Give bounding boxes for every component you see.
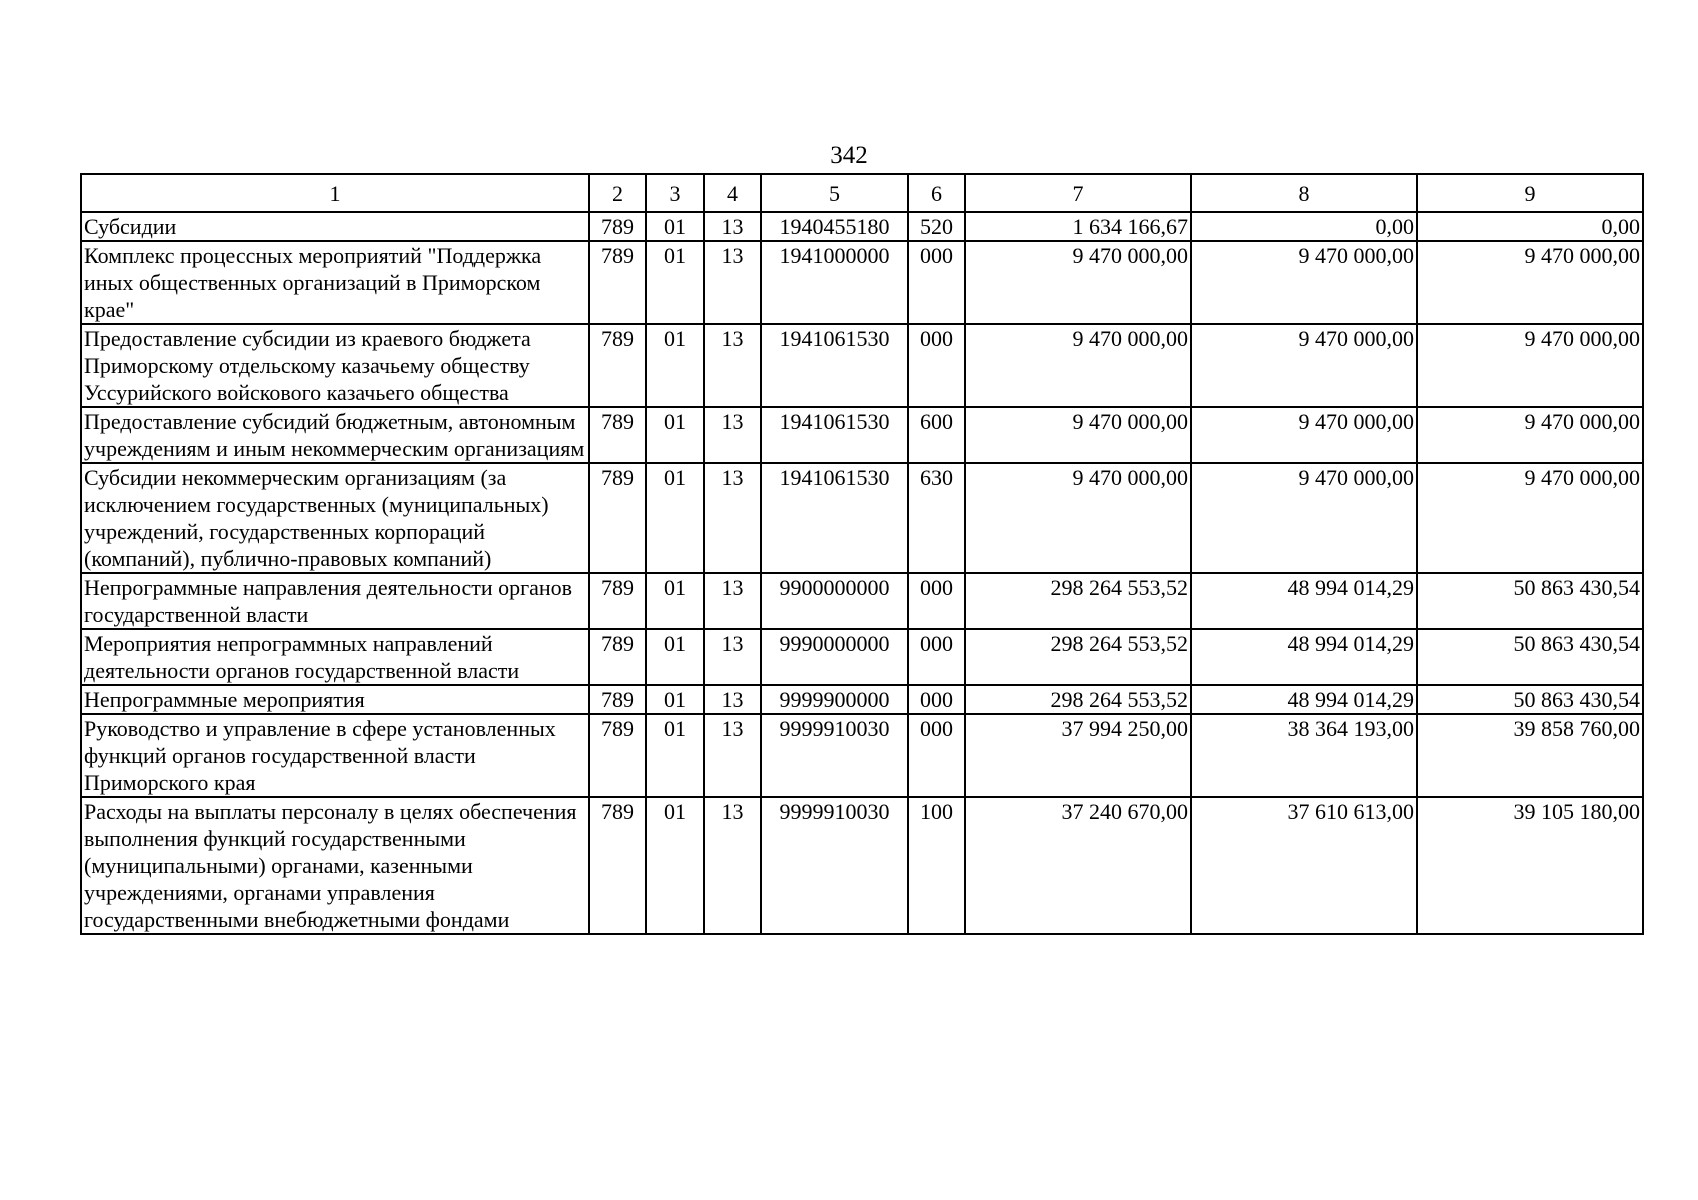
row-code-3: 01 [646, 407, 704, 463]
column-header-7: 7 [965, 174, 1191, 212]
row-code-3: 01 [646, 685, 704, 714]
page-number: 342 [830, 142, 868, 169]
row-code-4: 13 [704, 407, 761, 463]
row-amount-8: 48 994 014,29 [1191, 573, 1417, 629]
row-code-3: 01 [646, 324, 704, 407]
row-name: Субсидии [81, 212, 589, 241]
row-name: Комплекс процессных мероприятий "Поддержка иных общественных организаций в Приморском крае" [81, 241, 589, 324]
row-code-3: 01 [646, 629, 704, 685]
row-code-4: 13 [704, 324, 761, 407]
row-code-5: 1941000000 [761, 241, 908, 324]
table-row [81, 714, 1643, 797]
row-code-2: 789 [589, 407, 646, 463]
row-amount-8: 37 610 613,00 [1191, 797, 1417, 934]
row-amount-8: 9 470 000,00 [1191, 241, 1417, 324]
row-code-6: 000 [908, 324, 965, 407]
row-code-4: 13 [704, 629, 761, 685]
table-row [81, 629, 1643, 685]
row-code-5: 1941061530 [761, 407, 908, 463]
table-row [81, 407, 1643, 463]
row-code-5: 1941061530 [761, 324, 908, 407]
row-name: Субсидии некоммерческим организациям (за исключением государственных (муниципальных) учреждений, государственных корпораций (компаний), публично-правовых компаний) [81, 463, 589, 573]
column-header-6: 6 [908, 174, 965, 212]
table-row [81, 797, 1643, 934]
row-code-4: 13 [704, 212, 761, 241]
row-code-5: 9990000000 [761, 629, 908, 685]
row-code-3: 01 [646, 212, 704, 241]
column-header-8: 8 [1191, 174, 1417, 212]
row-amount-8: 9 470 000,00 [1191, 463, 1417, 573]
column-header-2: 2 [589, 174, 646, 212]
row-amount-8: 0,00 [1191, 212, 1417, 241]
row-code-2: 789 [589, 797, 646, 934]
row-name: Непрограммные направления деятельности органов государственной власти [81, 573, 589, 629]
row-code-5: 9900000000 [761, 573, 908, 629]
row-code-2: 789 [589, 573, 646, 629]
row-amount-7: 9 470 000,00 [965, 407, 1191, 463]
row-code-2: 789 [589, 685, 646, 714]
row-code-3: 01 [646, 241, 704, 324]
row-code-6: 000 [908, 685, 965, 714]
row-code-2: 789 [589, 324, 646, 407]
row-code-6: 000 [908, 573, 965, 629]
table-row [81, 212, 1643, 241]
row-code-6: 520 [908, 212, 965, 241]
row-amount-9: 9 470 000,00 [1417, 463, 1643, 573]
table-row [81, 324, 1643, 407]
column-header-5: 5 [761, 174, 908, 212]
row-code-2: 789 [589, 463, 646, 573]
row-name: Расходы на выплаты персоналу в целях обеспечения выполнения функций государственными (муниципальными) органами, казенными учреждениями, органами управления государственными внебюджетными фондами [81, 797, 589, 934]
row-code-3: 01 [646, 797, 704, 934]
table-row [81, 463, 1643, 573]
row-code-3: 01 [646, 714, 704, 797]
row-code-6: 000 [908, 241, 965, 324]
row-amount-9: 39 105 180,00 [1417, 797, 1643, 934]
row-amount-7: 9 470 000,00 [965, 241, 1191, 324]
column-header-1: 1 [81, 174, 589, 212]
row-code-4: 13 [704, 714, 761, 797]
row-amount-9: 50 863 430,54 [1417, 629, 1643, 685]
row-amount-8: 48 994 014,29 [1191, 629, 1417, 685]
row-amount-8: 9 470 000,00 [1191, 324, 1417, 407]
row-amount-7: 37 994 250,00 [965, 714, 1191, 797]
row-code-6: 100 [908, 797, 965, 934]
row-amount-7: 9 470 000,00 [965, 463, 1191, 573]
budget-table [80, 173, 1644, 935]
row-code-2: 789 [589, 629, 646, 685]
row-amount-7: 9 470 000,00 [965, 324, 1191, 407]
row-code-5: 9999900000 [761, 685, 908, 714]
column-header-4: 4 [704, 174, 761, 212]
row-amount-9: 39 858 760,00 [1417, 714, 1643, 797]
row-amount-9: 0,00 [1417, 212, 1643, 241]
table-row [81, 573, 1643, 629]
row-code-6: 000 [908, 714, 965, 797]
row-amount-8: 48 994 014,29 [1191, 685, 1417, 714]
row-name: Мероприятия непрограммных направлений деятельности органов государственной власти [81, 629, 589, 685]
table-row [81, 685, 1643, 714]
row-code-5: 9999910030 [761, 797, 908, 934]
row-code-2: 789 [589, 714, 646, 797]
column-header-9: 9 [1417, 174, 1643, 212]
row-name: Предоставление субсидии из краевого бюджета Приморскому отдельскому казачьему обществу Уссурийского войскового казачьего общества [81, 324, 589, 407]
table-header-row [81, 174, 1643, 212]
row-code-3: 01 [646, 573, 704, 629]
row-code-4: 13 [704, 685, 761, 714]
row-code-6: 000 [908, 629, 965, 685]
row-code-5: 1941061530 [761, 463, 908, 573]
row-amount-7: 298 264 553,52 [965, 629, 1191, 685]
row-amount-9: 50 863 430,54 [1417, 573, 1643, 629]
table-row [81, 241, 1643, 324]
row-amount-8: 38 364 193,00 [1191, 714, 1417, 797]
row-code-5: 1940455180 [761, 212, 908, 241]
row-code-5: 9999910030 [761, 714, 908, 797]
row-code-6: 600 [908, 407, 965, 463]
row-code-4: 13 [704, 463, 761, 573]
row-code-4: 13 [704, 241, 761, 324]
column-header-3: 3 [646, 174, 704, 212]
row-amount-7: 1 634 166,67 [965, 212, 1191, 241]
row-code-4: 13 [704, 797, 761, 934]
row-code-3: 01 [646, 463, 704, 573]
row-amount-7: 37 240 670,00 [965, 797, 1191, 934]
row-amount-9: 9 470 000,00 [1417, 407, 1643, 463]
row-amount-7: 298 264 553,52 [965, 573, 1191, 629]
row-amount-9: 50 863 430,54 [1417, 685, 1643, 714]
row-amount-7: 298 264 553,52 [965, 685, 1191, 714]
row-amount-9: 9 470 000,00 [1417, 241, 1643, 324]
row-name: Предоставление субсидий бюджетным, автономным учреждениям и иным некоммерческим организациям [81, 407, 589, 463]
row-amount-9: 9 470 000,00 [1417, 324, 1643, 407]
row-code-2: 789 [589, 212, 646, 241]
row-name: Непрограммные мероприятия [81, 685, 589, 714]
row-code-2: 789 [589, 241, 646, 324]
row-code-6: 630 [908, 463, 965, 573]
row-amount-8: 9 470 000,00 [1191, 407, 1417, 463]
row-name: Руководство и управление в сфере установленных функций органов государственной власти Приморского края [81, 714, 589, 797]
row-code-4: 13 [704, 573, 761, 629]
